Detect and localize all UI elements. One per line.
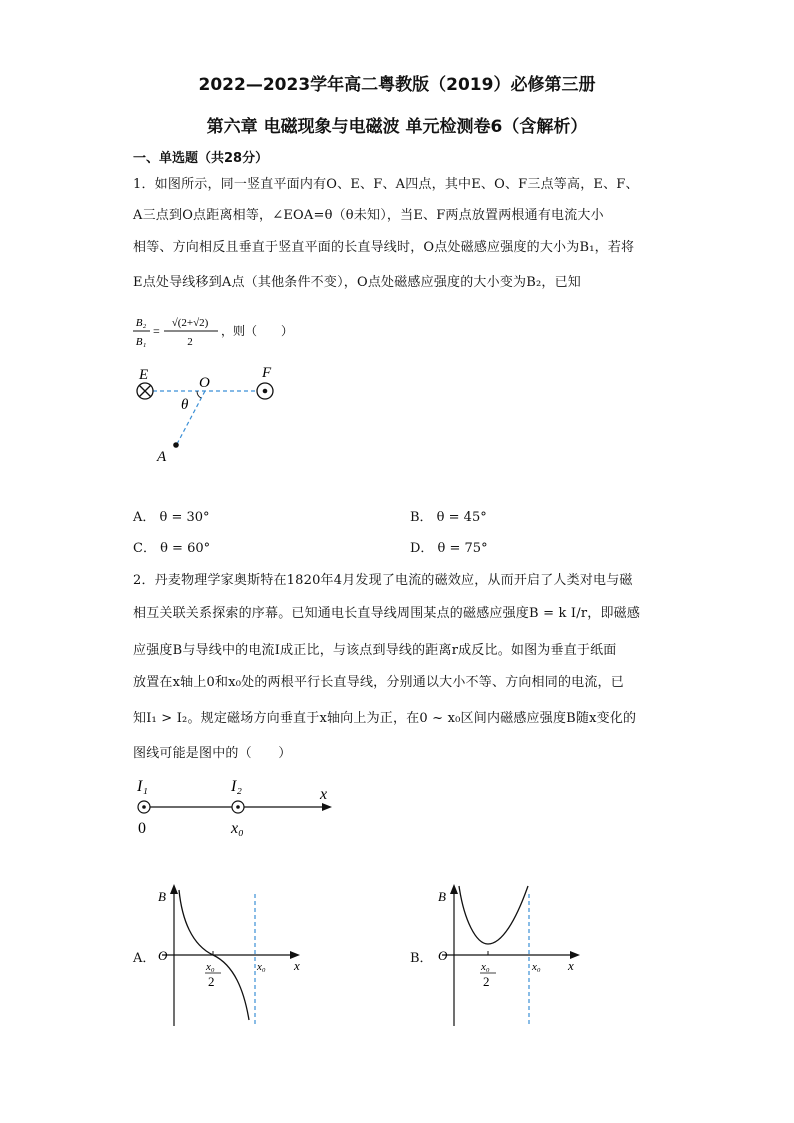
graph-b-half-num: x₀ <box>481 961 490 973</box>
q2-option-a[interactable]: A． <box>133 951 156 966</box>
label-x0: x₀ <box>231 820 244 837</box>
q2-graph-a <box>152 880 312 1030</box>
q1-line-4: E点处导线移到A点（其他条件不变），O点处磁感应强度的大小变为B₂，已知 <box>133 275 582 290</box>
graph-a-half-den: 2 <box>208 974 215 989</box>
q1-figure <box>125 360 295 470</box>
graph-b-half-den: 2 <box>483 974 490 989</box>
wire-out-of-page-icon <box>257 383 273 399</box>
q2-line-4: 放置在x轴上0和x₀处的两根平行长直导线，分别通以大小不等、方向相同的电流，已 <box>133 675 624 690</box>
graph-b-label-b: B <box>438 889 446 904</box>
label-a: A <box>157 449 167 465</box>
q1-option-c[interactable]: C． θ = 60° <box>133 541 211 556</box>
q2-line-5: 知I₁ > I₂。规定磁场方向垂直于x轴向上为正，在0 ~ x₀区间内磁感应强度B随x变化的 <box>133 711 637 726</box>
wire-into-page-icon <box>137 383 153 399</box>
q2-wire-figure <box>128 770 348 845</box>
q1-option-d[interactable]: D． θ = 75° <box>410 541 488 556</box>
label-theta: θ <box>181 397 189 413</box>
ratio-denominator: B₁ <box>135 336 147 348</box>
graph-a-label-x0: x₀ <box>257 961 266 973</box>
q2-line-3: 应强度B与导线中的电流I成正比，与该点到导线的距离r成反比。如图为垂直于纸面 <box>133 643 617 658</box>
label-x: x <box>320 786 328 803</box>
label-o: O <box>199 375 210 391</box>
q1-option-a[interactable]: A． θ = 30° <box>133 510 210 525</box>
label-f: F <box>262 365 272 381</box>
q2-line-2: 相互关联关系探索的序幕。已知通电长直导线周围某点的磁感应强度B = k I/r，即磁感 <box>133 606 641 621</box>
ratio-rhs-denominator: 2 <box>187 336 193 348</box>
point-a <box>173 442 179 448</box>
ratio-rhs-numerator: √(2+√2) <box>171 317 209 329</box>
q2-option-b[interactable]: B． <box>410 951 433 966</box>
label-i1: I₁ <box>137 778 148 795</box>
graph-a-label-b: B <box>158 889 166 904</box>
graph-a-half-num: x₀ <box>206 961 215 973</box>
q2-line-6: 图线可能是图中的（ ） <box>133 746 292 761</box>
page-subtitle: 第六章 电磁现象与电磁波 单元检测卷6（含解析） <box>206 117 588 137</box>
wire-i2-out-of-page-icon <box>232 801 244 813</box>
q2-graph-b <box>432 880 592 1030</box>
graph-a-label-o: O <box>158 948 168 963</box>
graph-a-label-x: x <box>294 958 300 973</box>
page-title: 2022—2023学年高二粤教版（2019）必修第三册 <box>198 75 596 95</box>
label-i2: I₂ <box>231 778 242 795</box>
label-zero: 0 <box>138 820 146 837</box>
wire-i1-out-of-page-icon <box>138 801 150 813</box>
graph-b-label-o: O <box>438 948 448 963</box>
ratio-tail: ，则（ ） <box>221 324 294 338</box>
graph-b-label-x0: x₀ <box>532 961 541 973</box>
q1-option-b[interactable]: B． θ = 45° <box>410 510 487 525</box>
ratio-numerator: B₂ <box>135 317 147 329</box>
svg-text:=: = <box>153 324 160 338</box>
q1-line-2: A三点到O点距离相等，∠EOA=θ（θ未知），当E、F两点放置两根通有电流大小 <box>133 208 604 223</box>
curve-b <box>459 886 528 944</box>
label-e: E <box>139 367 149 383</box>
q1-ratio-formula <box>130 312 310 352</box>
q2-line-1: 2．丹麦物理学家奥斯特在1820年4月发现了电流的磁效应，从而开启了人类对电与磁 <box>133 573 633 588</box>
q1-line-1: 1．如图所示，同一竖直平面内有O、E、F、A四点，其中E、O、F三点等高，E、F、 <box>133 177 639 192</box>
q1-line-3: 相等、方向相反且垂直于竖直平面的长直导线时，O点处磁感应强度的大小为B₁，若将 <box>133 240 635 255</box>
graph-b-label-x: x <box>568 958 574 973</box>
section-heading: 一、单选题（共28分） <box>133 151 269 166</box>
